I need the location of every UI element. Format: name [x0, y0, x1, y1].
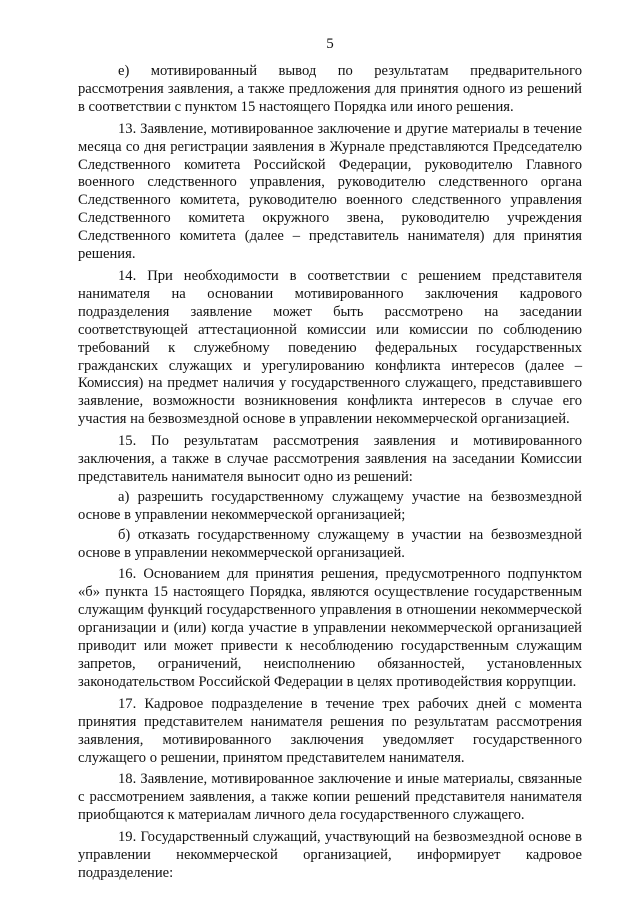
paragraph-15-a: а) разрешить государственному служащему участие на безвозмездной основе в управлении некоммерческой организацией; — [78, 488, 582, 523]
paragraph-19: 19. Государственный служащий, участвующий на безвозмездной основе в управлении некоммерческой организацией, информирует кадровое подразделение: — [78, 829, 582, 881]
paragraph-16: 16. Основанием для принятия решения, предусмотренного подпунктом «б» пункта 15 настоящего Порядка, являются осуществление государственным служащим функций государственного управления в отношении некоммерческой организации и (или) когда участие в управлении некоммерческой организацией приводит или может привести к несоблюдению государственным служащим запретов, ограничений, неисполнению обязанностей, установленных законодательством Российской Федерации в целях противодействия коррупции. — [78, 566, 582, 690]
paragraph-17: 17. Кадровое подразделение в течение трех рабочих дней с момента принятия представителем нанимателя решения по результатам рассмотрения заявления, мотивированного заключения уведомляет государственного служащего о решении, принятом представителем нанимателя. — [78, 695, 582, 766]
page-number: 5 — [326, 36, 334, 52]
paragraph-15-b: б) отказать государственному служащему в участии на безвозмездной основе в управлении некоммерческой организацией. — [78, 526, 582, 561]
paragraph-13: 13. Заявление, мотивированное заключение и другие материалы в течение месяца со дня регистрации заявления в Журнале представляются Председателю Следственного комитета Российской Федерации, руководителю Главного военного следственного управления, руководителю следственного органа Следственного комитета, руководителю военного следственного управления Следственного комитета окружного звена, руководителю учреждения Следственного комитета (далее – представитель нанимателя) для принятия решения. — [78, 120, 582, 263]
paragraph-14: 14. При необходимости в соответствии с решением представителя нанимателя на основании мотивированного заключения кадрового подразделения заявление может быть рассмотрено на заседании соответствующей аттестационной комиссии или комиссии по соблюдению требований к служебному поведению федеральных государственных гражданских служащих и урегулированию конфликта интересов (далее – Комиссия) на предмет наличия у государственного служащего, представившего заявление, возможности возникновения конфликта интересов в случае его участия на безвозмездной основе в управлении некоммерческой организацией. — [78, 267, 582, 428]
paragraph-18: 18. Заявление, мотивированное заключение и иные материалы, связанные с рассмотрением заявления, а также копии решений представителя нанимателя приобщаются к материалам личного дела государственного служащего. — [78, 771, 582, 824]
paragraph-item-e: е) мотивированный вывод по результатам предварительного рассмотрения заявления, а также предложения для принятия одного из решений в соответствии с пунктом 15 настоящего Порядка или иного решения. — [78, 63, 582, 115]
paragraph-15: 15. По результатам рассмотрения заявления и мотивированного заключения, а также в случае рассмотрения заявления на заседании Комиссии представитель нанимателя выносит одно из решений: — [78, 433, 582, 485]
